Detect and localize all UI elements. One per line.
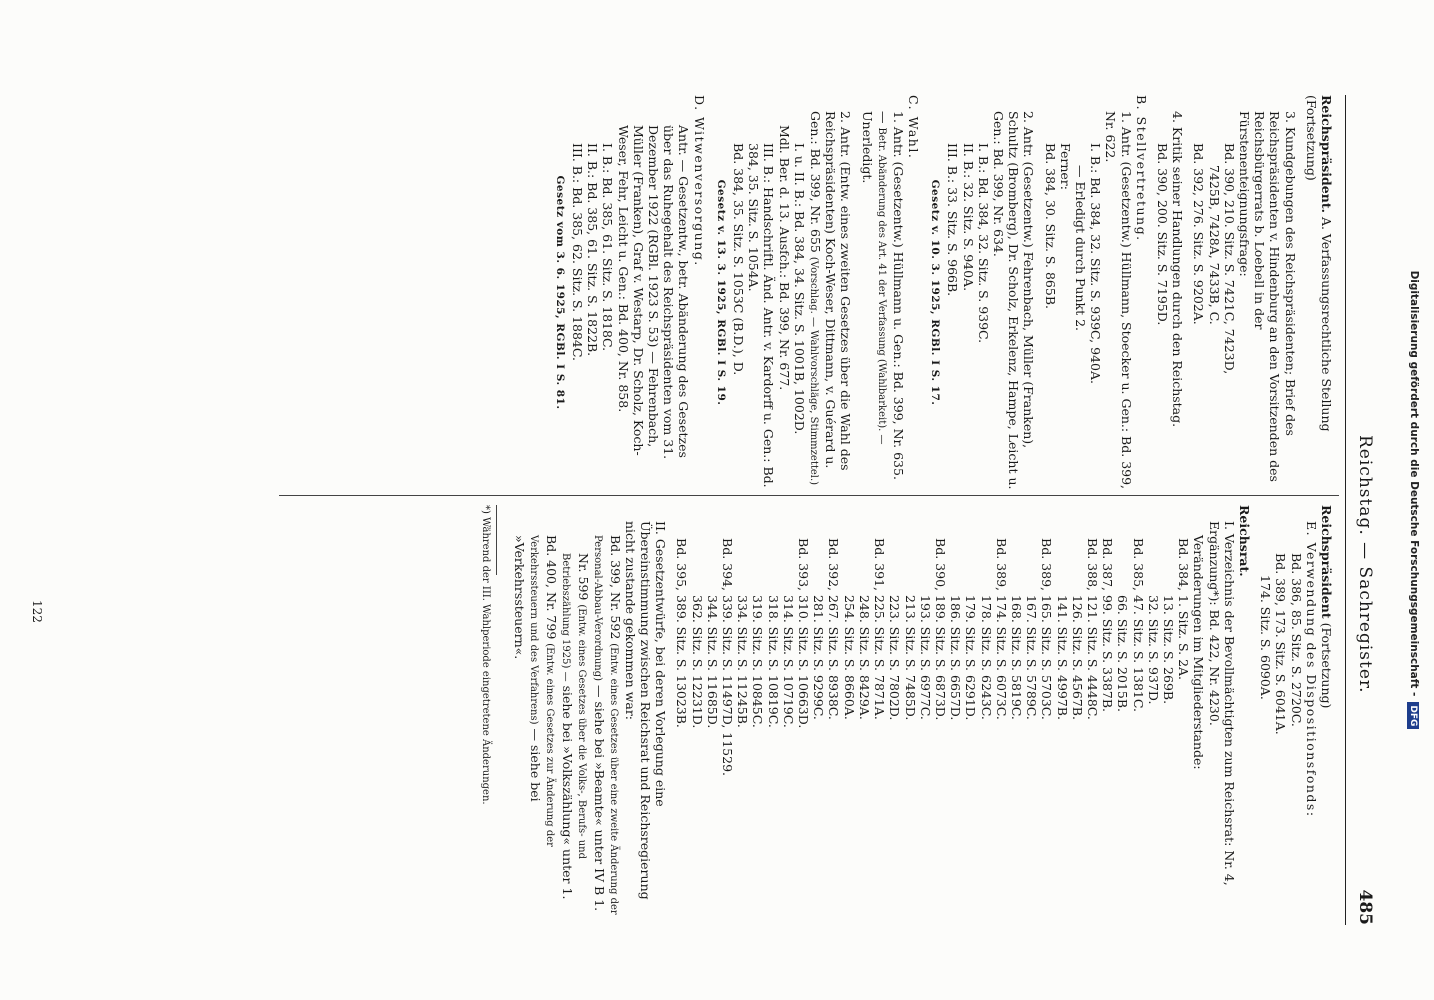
entry-b1-ferner: Ferner: [1057, 143, 1073, 190]
session-ref: 193. Sitz. S. 6977C. [917, 595, 933, 720]
list-item [857, 505, 872, 925]
list-item [1161, 505, 1176, 925]
volume-ref [978, 505, 993, 595]
entry-b1: 1. Antr. (Gesetzentw.) Hüllmann, Stoecker u. Gen.: Bd. 399, Nr. 622. [1103, 111, 1134, 490]
list-item [1070, 505, 1085, 925]
session-ref: 339. Sitz. S. 11497D, 11529. [720, 595, 736, 777]
session-ref: 223. Sitz. S. 7802D. [887, 595, 903, 721]
entry-e-ref-2: Bd. 389, 173. Sitz. S. 6041A. [1273, 553, 1289, 735]
volume-ref [811, 505, 826, 595]
list-item [902, 505, 917, 925]
footnote-rule [496, 505, 497, 575]
entry-c2: 2. Antr. (Entw. eines zweiten Gesetzes über die Wahl des Reichspräsidenten) Koch-Weser, Dittmann, v. Guérard u. Gen.: Bd. 399, Nr. 655 (Vorschlag. — Wahlvorschläge, Stimmzettel.) [807, 111, 854, 486]
session-ref: 178. Sitz. S. 6243C. [978, 595, 994, 720]
reichsrat-entry-1-sub: Veränderungen im Mitgliederstande: [1191, 535, 1207, 770]
volume-ref [842, 505, 857, 595]
list-item [811, 505, 826, 925]
session-ref: 362. Sitz. S. 12231D. [689, 595, 705, 729]
session-ref: 167. Sitz. S. 5789C. [1024, 595, 1040, 720]
right-column-heading: Reichspräsident (Fortsetzung) [1319, 505, 1334, 709]
reichsrat-entry-2-ref-3: Bd. 400, Nr. 799 (Entw. eines Gesetzes zur Änderung der Verkehrssteuern und des Verfahrens) — siehe bei »Verkehrssteuern«. [511, 535, 559, 847]
list-item [1176, 505, 1191, 925]
header-rule [1345, 95, 1346, 925]
entry-a3-refs-1: Bd. 390, 210. Sitz. S. 7421C, 7423D, [1221, 143, 1237, 375]
volume-ref: Bd. 395, [674, 538, 690, 591]
list-item [781, 505, 796, 925]
session-ref: 281. Sitz. S. 9299C. [811, 595, 827, 720]
list-item [1115, 505, 1130, 925]
volume-ref [1115, 505, 1130, 595]
volume-ref: Bd. 392, [826, 538, 842, 591]
reichsrat-entry-2: II. Gesetzentwürfe, bei deren Vorlegung eine Übereinstimmung zwischen Reichsrat und Reichsregierung nicht zustande gekommen war: [622, 521, 669, 900]
entry-b1-refs: I. B.: Bd. 384, 32. Sitz. S. 939C, 940A. [1088, 143, 1104, 384]
session-ref: 189. Sitz. S. 6873D. [932, 595, 948, 721]
session-ref: 186. Sitz. S. 6657D. [948, 595, 964, 721]
volume-ref: Bd. 389, [993, 538, 1009, 591]
entry-d-ref-3: III. B.: Bd. 385, 62. Sitz. S. 1884C. [570, 143, 586, 361]
session-ref: 13. Sitz. S. 269B. [1160, 595, 1176, 705]
session-ref: 47. Sitz. S. 1381C. [1130, 595, 1146, 712]
entry-a3: 3. Kundgebungen des Reichspräsidenten; Brief des Reichspräsidenten v. Hindenburg an den Vorsitzenden des Reichsbürgerrats b. Loebell in der Fürstenenteignungsfrage: [1236, 111, 1298, 482]
list-item [1009, 505, 1024, 925]
volume-ref: Bd. 387, [1100, 538, 1116, 591]
entry-b2: 2. Antr. (Gesetzentw.) Fehrenbach, Müller (Franken), Schultz (Bromberg), Dr. Scholz, Erkelenz, Hampe, Leicht u. Gen.: Bd. 399, Nr. 634. [990, 111, 1037, 490]
list-item [826, 505, 841, 925]
header-page-number: 485 [1355, 889, 1375, 925]
credit-text: Digitalisierung gefördert durch die Deutsche Forschungsgemeinschaft - [1408, 270, 1420, 697]
session-ref: 314. Sitz. S. 10719C. [780, 595, 796, 728]
entry-b2-ref-3: III. B.: 33. Sitz. S. 966B. [945, 143, 961, 297]
entry-c2-ref-4: Bd. 384, 35. Sitz. S. 1053C (B.D.), D. [731, 143, 747, 376]
law-citation-b: Gesetz v. 10. 3. 1925, RGBl. I S. 17. [929, 179, 942, 406]
session-ref: 141. Sitz. S. 4997B. [1054, 595, 1070, 720]
reichsrat-entry-2-ref-1: Bd. 399, Nr. 592 (Entw. eines Gesetzes über eine zweite Änderung der Personal-Abbau-Verordnung) — siehe bei »Beamte« unter IV B 1. [591, 535, 623, 915]
session-ref: 225. Sitz. S. 7871A. [872, 595, 888, 720]
list-item [674, 505, 689, 925]
digitization-credit [1407, 0, 1420, 1000]
volume-ref: Bd. 390, [932, 538, 948, 591]
volume-ref [948, 505, 963, 595]
list-item [1054, 505, 1069, 925]
list-item [948, 505, 963, 925]
volume-ref [1054, 505, 1069, 595]
volume-ref: Bd. 384, [1176, 538, 1192, 591]
list-item [720, 505, 735, 925]
volume-ref [705, 505, 720, 595]
volume-ref: Bd. 385, [1130, 538, 1146, 591]
right-column [479, 505, 1334, 925]
entry-a3-refs-3: Bd. 392, 276. Sitz. S. 9202A. [1191, 143, 1207, 325]
session-ref: 344. Sitz. S. 11685D. [704, 595, 720, 729]
volume-ref [765, 505, 780, 595]
list-item [735, 505, 750, 925]
entry-b2-ref-1: I. B.: Bd. 384, 32. Sitz. S. 939C. [975, 143, 991, 344]
list-item [705, 505, 720, 925]
reichsrat-entry-2-ref-2: Nr. 599 (Entw. eines Gesetzes über die Volks-, Berufs- und Betriebszählung 1925) — siehe bei »Volkszählung« unter 1. [559, 553, 591, 900]
session-ref: 165. Sitz. S. 5703C. [1039, 595, 1055, 720]
volume-ref: Bd. 394, [720, 538, 736, 591]
session-ref: 99. Sitz. S. 3387B. [1100, 595, 1116, 713]
list-item [963, 505, 978, 925]
volume-ref [963, 505, 978, 595]
session-ref: 32. Sitz. S. 937D. [1145, 595, 1161, 705]
volume-ref [887, 505, 902, 595]
entry-d: Antr. — Gesetzentw., betr. Abänderung des Gesetzes über das Ruhegehalt des Reichspräsidenten vom 31. Dezember 1922 (RGBl. 1923 S. 53) — Fehrenbach, Müller (Franken), Graf v. Westarp, Dr. Scholz, Koch-Weser, Fehr, Leicht u. Gen.: Bd. 400, Nr. 858. [615, 125, 692, 460]
reichsrat-entry-1: I. Verzeichnis der Bevollmächtigten zum Reichsrat: Nr. 4, Ergänzung*): Bd. 422, Nr. 4230. [1206, 521, 1237, 886]
session-ref: 319. Sitz. S. 10845C. [750, 595, 766, 728]
section-e-heading: E. Verwendung des Dispositionsfonds: [1303, 521, 1319, 818]
section-b-heading: B. Stellvertretung. [1133, 95, 1149, 242]
left-column-heading: Reichspräsident. A. Verfassungsrechtliche Stellung (Fortsetzung) [1303, 95, 1334, 432]
dfg-logo: DFG [1407, 702, 1419, 729]
left-column [552, 95, 1334, 490]
list-item [765, 505, 780, 925]
footnote: *) Während der III. Wahlperiode eingetretene Änderungen. [480, 505, 492, 805]
volume-ref [1146, 505, 1161, 595]
section-c-heading: C. Wahl. [905, 95, 921, 160]
volume-ref [857, 505, 872, 595]
session-ref: 174. Sitz. S. 6073C. [993, 595, 1009, 720]
volume-ref [902, 505, 917, 595]
list-item [1100, 505, 1115, 925]
volume-ref: Bd. 388, [1084, 538, 1100, 591]
entry-a3-refs-2: 7425B, 7428A, 7433B, C. [1206, 165, 1222, 325]
entry-b1-ferner-ref: Bd. 384, 30. Sitz. S. 865B. [1042, 143, 1058, 309]
entry-e-ref-1: Bd. 386, 85. Sitz. S. 2720C. [1288, 553, 1304, 727]
entry-a4: 4. Kritik seiner Handlungen durch den Reichstag. [1170, 111, 1186, 428]
entry-e-ref-3: 174. Sitz. S. 6090A. [1258, 575, 1274, 700]
volume-ref [1024, 505, 1039, 595]
volume-ref [735, 505, 750, 595]
session-ref: 126. Sitz. S. 4567B. [1069, 595, 1085, 720]
list-item [796, 505, 811, 925]
entry-d-ref-1: I. B.: Bd. 385, 61. Sitz. S. 1818C. [600, 143, 616, 352]
law-citation-c: Gesetz v. 13. 3. 1925, RGBl. I S. 19. [714, 179, 727, 406]
volume-ref [918, 505, 933, 595]
entry-b2-ref-2: II. B.: 32. Sitz. S. 940A. [960, 143, 976, 292]
list-item [872, 505, 887, 925]
entry-d-ref-2: II. B.: Bd. 385, 61. Sitz. S. 1822B. [585, 143, 601, 357]
volume-ref [781, 505, 796, 595]
reichsrat-heading: Reichsrat. [1236, 505, 1252, 577]
volume-ref: Bd. 393, [796, 538, 812, 591]
session-ref: 248. Sitz. S. 8429A. [856, 595, 872, 720]
footer-page-number: 122 [30, 600, 44, 623]
session-ref: 168. Sitz. S. 5819C. [1008, 595, 1024, 720]
list-item [933, 505, 948, 925]
session-ref: 334. Sitz. S. 11245B. [735, 595, 751, 728]
session-ref: 254. Sitz. S. 8660A. [841, 595, 857, 720]
session-ref: 310. Sitz. S. 10663D. [796, 595, 812, 729]
session-ref: 1. Sitz. S. 2A. [1176, 595, 1192, 681]
volume-ref [1161, 505, 1176, 595]
session-ref: 267. Sitz. S. 8938C. [826, 595, 842, 720]
column-divider [279, 495, 1339, 496]
list-item [1146, 505, 1161, 925]
section-d-heading: D. Witwenversorgung. [691, 95, 707, 267]
session-ref: 318. Sitz. S. 10819C. [765, 595, 781, 728]
volume-ref [689, 505, 704, 595]
law-citation-d: Gesetz vom 3. 6. 1925, RGBl. I S. 81. [553, 175, 566, 410]
session-ref: 179. Sitz. S. 6291D. [963, 595, 979, 721]
list-item [1085, 505, 1100, 925]
entry-b1-done: — Erledigt durch Punkt 2. [1072, 165, 1088, 332]
list-item [1024, 505, 1039, 925]
list-item [1039, 505, 1054, 925]
session-ref: 213. Sitz. S. 7485D. [902, 595, 918, 721]
session-ref: 66. Sitz. S. 2015B. [1115, 595, 1131, 713]
page-header [1349, 95, 1379, 925]
volume-ref [1009, 505, 1024, 595]
entry-c2-ref-3: III. B.: Handschriftl. Änd. Antr. v. Kardorff u. Gen.: Bd. 384, 35. Sitz. S. 1054A. [746, 143, 777, 488]
entry-c2-ref-2: Mdl. Ber. d. 13. Ausfch.: Bd. 399, Nr. 677. [776, 125, 792, 391]
entry-c1: 1. Antr. (Gesetzentw.) Hüllmann u. Gen.: Bd. 399, Nr. 635. — Betr. Abänderung des Art. 41 der Verfassung (Wahlbarkeit). — Unerledigt. [859, 111, 906, 480]
list-item [978, 505, 993, 925]
volume-ref: Bd. 391, [872, 538, 888, 591]
list-item [994, 505, 1009, 925]
entry-a4-refs: Bd. 390, 200. Sitz. S. 7195D. [1154, 143, 1170, 326]
header-title: Reichstag. — Sachregister. [1355, 435, 1375, 694]
list-item [887, 505, 902, 925]
volume-ref [1070, 505, 1085, 595]
entry-c2-ref-1: I. u. II. B.: Bd. 384, 34. Sitz. S. 1001B, 1002D. [791, 143, 807, 435]
list-item [842, 505, 857, 925]
membership-changes-list [674, 505, 1191, 925]
list-item [1130, 505, 1145, 925]
volume-ref [750, 505, 765, 595]
list-item [918, 505, 933, 925]
list-item [689, 505, 704, 925]
session-ref: 389. Sitz. S. 13023B. [674, 595, 690, 728]
volume-ref: Bd. 389, [1039, 538, 1055, 591]
session-ref: 121. Sitz. S. 4448C. [1084, 595, 1100, 720]
list-item [750, 505, 765, 925]
